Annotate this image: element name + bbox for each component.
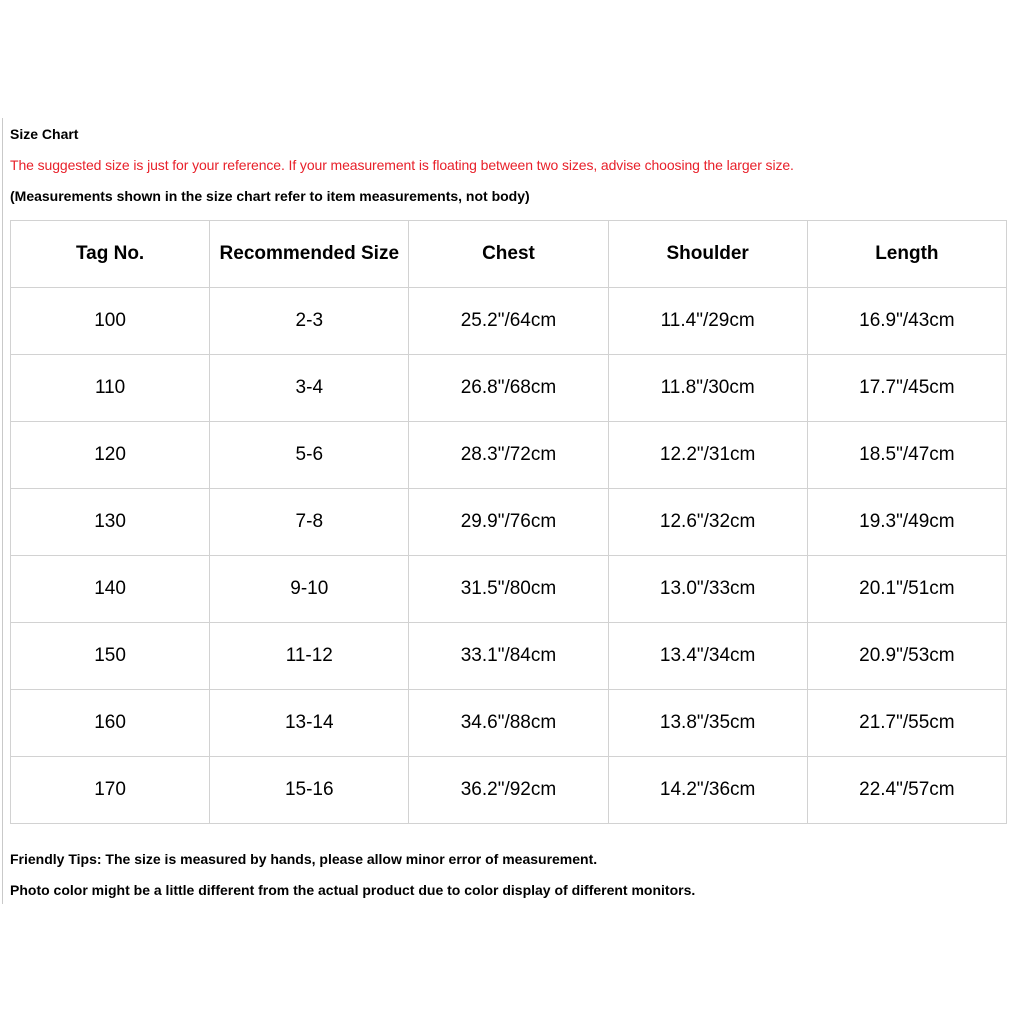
cell-recommended-size: 13-14 <box>210 690 409 757</box>
table-row <box>11 288 1007 355</box>
cell-tag-no: 160 <box>11 690 210 757</box>
cell-shoulder: 12.2"/31cm <box>608 422 807 489</box>
cell-chest: 28.3"/72cm <box>409 422 608 489</box>
page-title: Size Chart <box>10 126 79 142</box>
cell-recommended-size: 7-8 <box>210 489 409 556</box>
cell-shoulder: 14.2"/36cm <box>608 757 807 824</box>
cell-tag-no: 120 <box>11 422 210 489</box>
header-tag-no: Tag No. <box>11 221 210 288</box>
cell-shoulder: 11.8"/30cm <box>608 355 807 422</box>
size-chart-panel <box>2 118 1007 904</box>
cell-length: 19.3"/49cm <box>807 489 1006 556</box>
cell-recommended-size: 15-16 <box>210 757 409 824</box>
table-row <box>11 489 1007 556</box>
cell-length: 20.1"/51cm <box>807 556 1006 623</box>
cell-tag-no: 170 <box>11 757 210 824</box>
cell-chest: 33.1"/84cm <box>409 623 608 690</box>
cell-chest: 29.9"/76cm <box>409 489 608 556</box>
table-row <box>11 556 1007 623</box>
color-disclaimer: Photo color might be a little different from the actual product due to color display of different monitors. <box>10 882 696 898</box>
header-chest: Chest <box>409 221 608 288</box>
table-row <box>11 355 1007 422</box>
table-row <box>11 757 1007 824</box>
cell-recommended-size: 11-12 <box>210 623 409 690</box>
cell-recommended-size: 5-6 <box>210 422 409 489</box>
cell-recommended-size: 9-10 <box>210 556 409 623</box>
cell-tag-no: 130 <box>11 489 210 556</box>
cell-chest: 26.8"/68cm <box>409 355 608 422</box>
cell-shoulder: 13.4"/34cm <box>608 623 807 690</box>
cell-tag-no: 140 <box>11 556 210 623</box>
cell-chest: 25.2"/64cm <box>409 288 608 355</box>
cell-tag-no: 150 <box>11 623 210 690</box>
cell-chest: 36.2"/92cm <box>409 757 608 824</box>
friendly-tip: Friendly Tips: The size is measured by hands, please allow minor error of measurement. <box>10 851 598 867</box>
table-row <box>11 422 1007 489</box>
cell-length: 17.7"/45cm <box>807 355 1006 422</box>
table-row <box>11 623 1007 690</box>
cell-recommended-size: 3-4 <box>210 355 409 422</box>
header-length: Length <box>807 221 1006 288</box>
table-row <box>11 690 1007 757</box>
cell-length: 18.5"/47cm <box>807 422 1006 489</box>
cell-shoulder: 13.8"/35cm <box>608 690 807 757</box>
cell-chest: 31.5"/80cm <box>409 556 608 623</box>
header-shoulder: Shoulder <box>608 221 807 288</box>
measurement-note: (Measurements shown in the size chart refer to item measurements, not body) <box>10 188 530 204</box>
cell-length: 21.7"/55cm <box>807 690 1006 757</box>
cell-shoulder: 13.0"/33cm <box>608 556 807 623</box>
cell-length: 16.9"/43cm <box>807 288 1006 355</box>
size-table <box>10 220 1007 824</box>
cell-chest: 34.6"/88cm <box>409 690 608 757</box>
cell-length: 20.9"/53cm <box>807 623 1006 690</box>
cell-tag-no: 110 <box>11 355 210 422</box>
cell-recommended-size: 2-3 <box>210 288 409 355</box>
header-recommended-size: Recommended Size <box>210 221 409 288</box>
table-header-row <box>11 221 1007 288</box>
reference-note: The suggested size is just for your reference. If your measurement is floating between two sizes, advise choosing the larger size. <box>10 157 794 173</box>
cell-shoulder: 11.4"/29cm <box>608 288 807 355</box>
cell-length: 22.4"/57cm <box>807 757 1006 824</box>
cell-tag-no: 100 <box>11 288 210 355</box>
cell-shoulder: 12.6"/32cm <box>608 489 807 556</box>
